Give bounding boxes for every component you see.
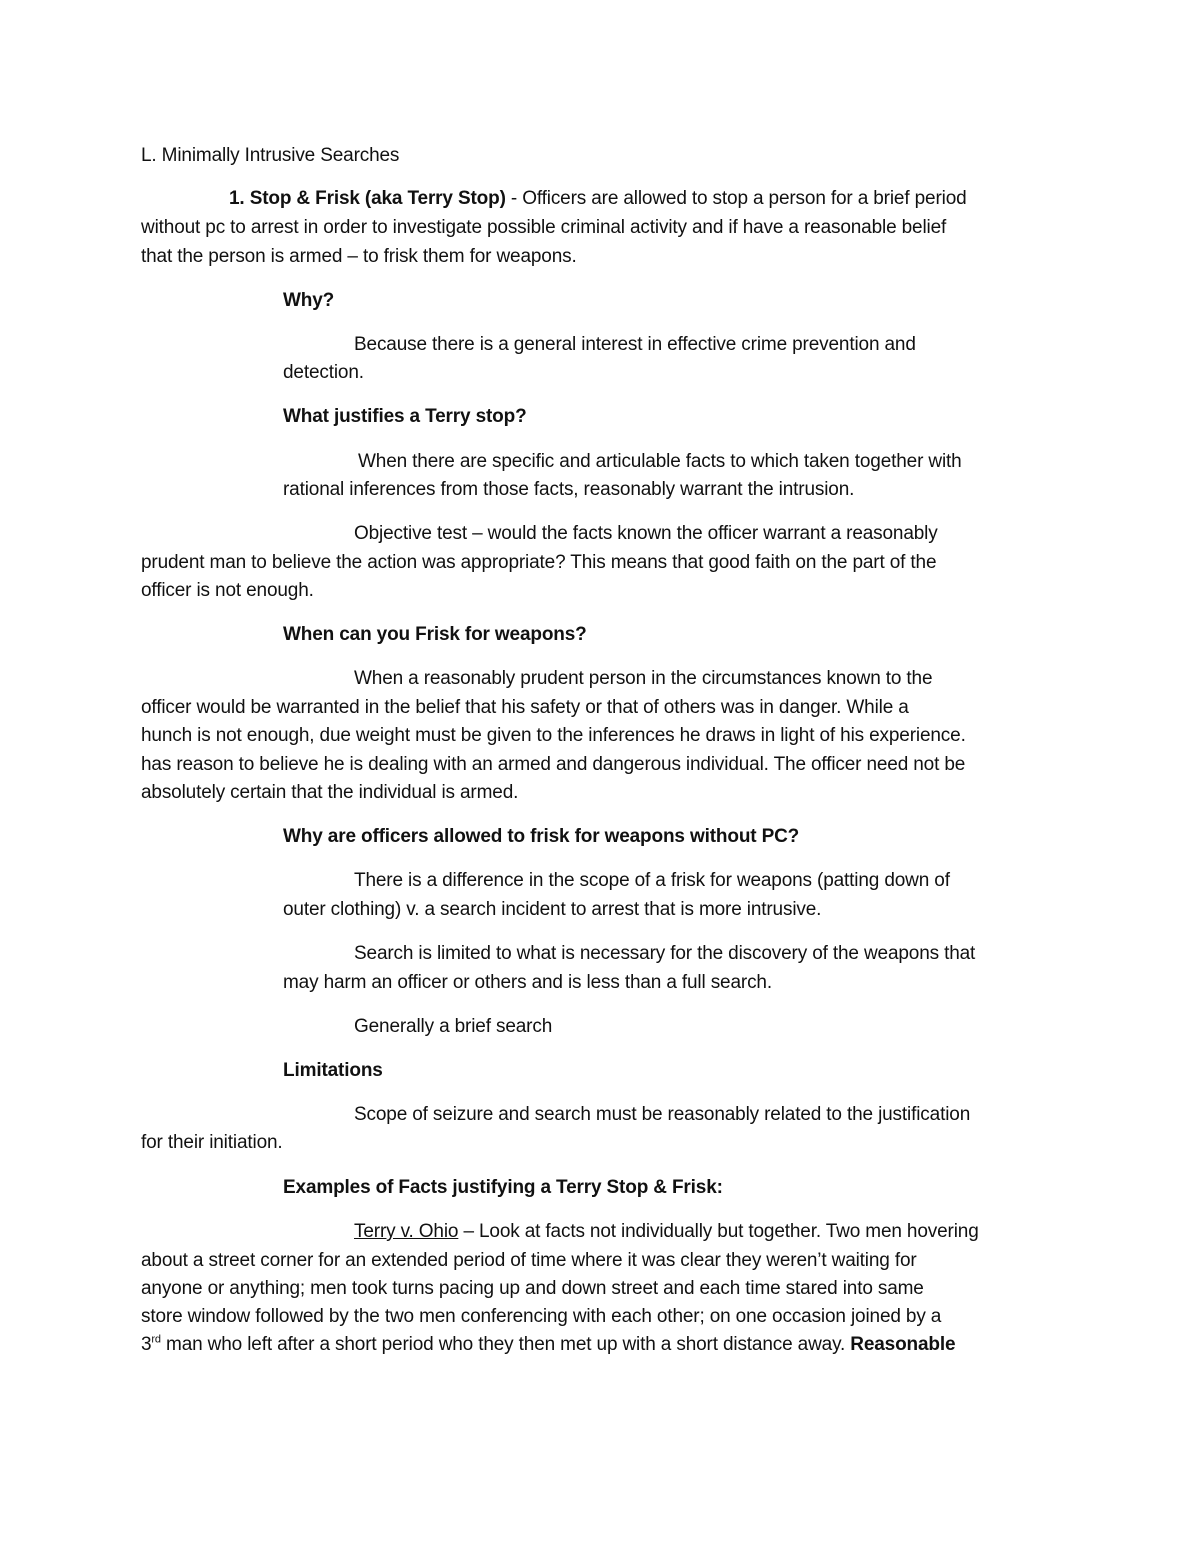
item-title: Stop & Frisk (aka Terry Stop) [249,188,506,209]
case-text: – Look at facts not individually but together. Two men hovering [458,1221,979,1242]
answer-line: officer is not enough. [141,580,314,601]
question-heading: What justifies a Terry stop? [283,406,527,427]
question-heading: Examples of Facts justifying a Terry Stop & Frisk: [283,1177,723,1198]
answer-line: When a reasonably prudent person in the circumstances known to the [354,668,933,689]
answer-line [354,1221,979,1243]
answer-line [141,1334,955,1356]
answer-line: detection. [283,362,364,383]
answer-line: officer would be warranted in the belief that his safety or that of others was in danger. While a [141,697,909,718]
case-name: Terry v. Ohio [354,1221,459,1242]
answer-line: Because there is a general interest in effective crime prevention and [354,334,916,355]
question-heading: Why? [283,290,335,311]
answer-line: There is a difference in the scope of a frisk for weapons (patting down of [354,870,950,891]
answer-line: about a street corner for an extended period of time where it was clear they weren’t waiting for [141,1250,917,1271]
ordinal-suffix: rd [151,1333,161,1346]
case-bold-text: Reasonable [850,1334,956,1355]
question-heading: Limitations [283,1060,383,1081]
answer-line: anyone or anything; men took turns pacing up and down street and each time stared into same [141,1278,924,1299]
answer-line: outer clothing) v. a search incident to arrest that is more intrusive. [283,899,822,920]
question-heading: Why are officers allowed to frisk for weapons without PC? [283,826,800,847]
case-text: man who left after a short period who they then met up with a short distance away. [160,1334,851,1355]
answer-line: hunch is not enough, due weight must be given to the inferences he draws in light of his experience. [141,725,966,746]
answer-line: Search is limited to what is necessary for the discovery of the weapons that [354,943,976,964]
answer-line: Scope of seizure and search must be reasonably related to the justification [354,1104,971,1125]
item-number: 1. [229,188,250,209]
section-heading: L. Minimally Intrusive Searches [141,145,400,166]
item-text: - Officers are allowed to stop a person for a brief period [505,188,967,209]
answer-line: rational inferences from those facts, reasonably warrant the intrusion. [283,479,855,500]
paragraph-line [229,188,967,210]
paragraph-line: that the person is armed – to frisk them for weapons. [141,246,577,267]
answer-line: has reason to believe he is dealing with an armed and dangerous individual. The officer need not be [141,754,966,775]
answer-line: prudent man to believe the action was appropriate? This means that good faith on the part of the [141,552,937,573]
answer-line: store window followed by the two men conferencing with each other; on one occasion joined by a [141,1306,942,1327]
ordinal-number: 3 [141,1334,152,1355]
question-heading: When can you Frisk for weapons? [283,624,587,645]
answer-line: for their initiation. [141,1132,283,1153]
answer-line: Objective test – would the facts known the officer warrant a reasonably [354,523,938,544]
answer-line: When there are specific and articulable facts to which taken together with [358,451,962,472]
answer-line: may harm an officer or others and is less than a full search. [283,972,772,993]
answer-line: absolutely certain that the individual is armed. [141,782,519,803]
paragraph-line: without pc to arrest in order to investigate possible criminal activity and if have a reasonable belief [141,217,947,238]
answer-line: Generally a brief search [354,1016,553,1037]
